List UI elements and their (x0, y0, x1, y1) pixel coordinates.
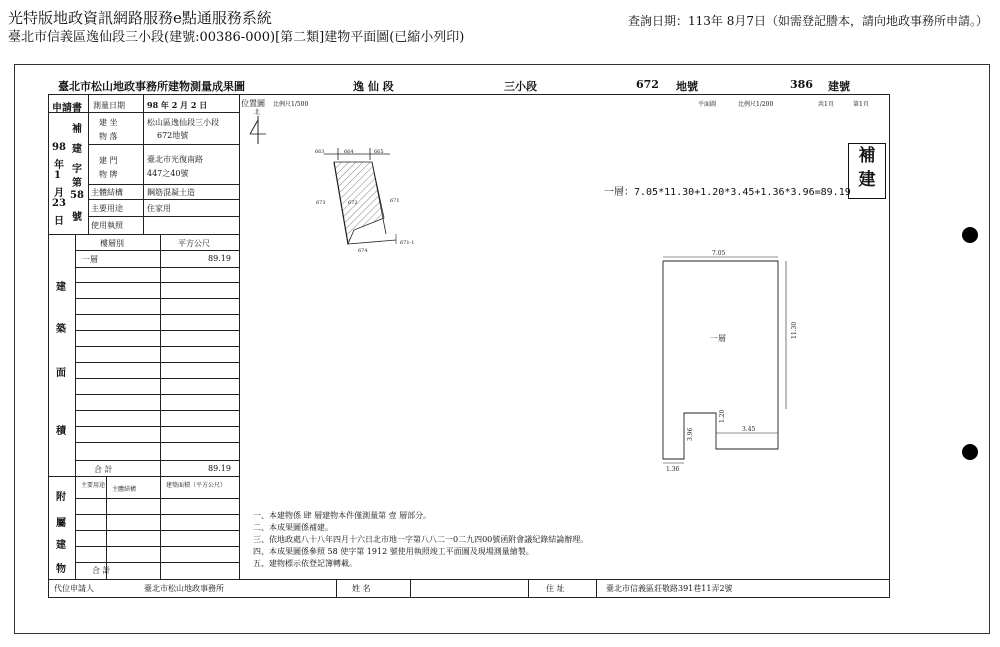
permit-char-4: 第 (72, 178, 82, 189)
dim-mid: 3.45 (742, 426, 756, 433)
total-label: 合 計 (94, 465, 113, 474)
attach-total-label: 合 計 (92, 566, 111, 575)
svg-text:北: 北 (254, 109, 261, 116)
stamp-char-1: 補 (858, 146, 876, 166)
dim-right: 11.30 (791, 321, 798, 339)
note-3: 三、依地政處八十八年四月十六日北市地一字第八八二一0二九四00號函附會議紀錄結論辦理。 (253, 535, 589, 544)
location-label: 位置圖 (241, 99, 265, 108)
side-label-1: 建 (56, 282, 66, 293)
lot-label-665: 665 (374, 149, 384, 155)
use-label: 主要用途 (91, 204, 123, 213)
floor-1-label: 一層 (82, 255, 98, 264)
document-subtitle: 臺北市信義區逸仙段三小段(建號:00386-000)[第二類]建物平面圖(已縮小列印) (8, 30, 465, 45)
sheet-total: 共1頁 (818, 101, 834, 108)
attach-side-3: 建 (56, 540, 66, 551)
dim-top: 7.05 (712, 250, 726, 257)
punch-hole (962, 227, 978, 243)
note-2: 二、本成果圖係補建。 (253, 523, 333, 532)
permit-char-1: 補 (72, 124, 82, 135)
plan-floor-label: 一層 (710, 334, 726, 343)
lot-label-674: 674 (358, 248, 368, 254)
permit-char-2: 建 (72, 144, 82, 155)
dim-left: 3.96 (687, 427, 694, 441)
floor-1-area: 89.19 (208, 254, 231, 263)
plan-scale: 比例尺1/200 (738, 101, 774, 108)
year-char: 年 (54, 160, 64, 171)
side-label-2: 築 (56, 324, 66, 335)
agent-label: 代位申請人 (54, 584, 94, 593)
note-5: 五、建物標示依登記簿轉載。 (253, 559, 357, 568)
lot-label-664: 664 (344, 149, 354, 155)
survey-sheet (48, 74, 890, 598)
area-formula: 一層：7.05*11.30+1.20*3.45+1.36*3.96=89.19 (604, 187, 851, 198)
lot-number: 672 (636, 78, 659, 91)
query-date: 查詢日期：113年 8月7日（如需登記謄本，請向地政事務所申請。） (628, 14, 988, 28)
floor-column-header: 樓層別 (100, 239, 124, 248)
structure-value: 鋼筋混凝土造 (147, 188, 195, 197)
attach-side-4: 物 (56, 564, 66, 575)
address-label: 住 址 (546, 584, 565, 593)
lot-label: 地號 (676, 80, 698, 93)
agent-value: 臺北市松山地政事務所 (144, 584, 224, 593)
use-value: 住家用 (147, 204, 171, 213)
attach-col-structure: 主體結構 (112, 486, 137, 493)
subsection-name: 三小段 (504, 80, 537, 93)
survey-date: 98 年 2 月 2 日 (147, 100, 208, 110)
address-value: 臺北市信義區莊敬路391巷11弄2號 (606, 584, 733, 593)
dim-bottom: 1.36 (666, 466, 680, 473)
lot-label-672: 672 (348, 200, 358, 206)
attach-side-1: 附 (56, 492, 66, 503)
punch-hole (962, 444, 978, 460)
site-label-2: 物 落 (99, 132, 118, 141)
license-label: 使用執照 (91, 221, 123, 230)
location-map (310, 144, 430, 264)
side-label-3: 面 (56, 368, 66, 379)
attach-side-2: 屬 (56, 518, 66, 529)
total-value: 89.19 (208, 464, 231, 473)
month-value: 1 (54, 170, 61, 181)
floor-plan (648, 249, 828, 479)
supplement-stamp (848, 143, 886, 199)
application-label: 申請書 (52, 103, 82, 114)
doc-title: 臺北市松山地政事務所建物測量成果圖 (58, 80, 245, 93)
dim-step: 1.20 (719, 409, 726, 423)
site-label: 建 坐 (99, 118, 118, 127)
site-value-2: 672地號 (157, 131, 189, 140)
stamp-char-2: 建 (858, 170, 876, 190)
attach-col-area: 建築面積（平方公尺） (166, 482, 227, 489)
building-label: 建號 (828, 80, 850, 93)
month-char: 月 (54, 188, 64, 199)
system-title: 光特版地政資訊網路服務e點通服務系統 (8, 9, 272, 27)
area-column-header: 平方公尺 (178, 239, 210, 248)
site-value: 松山區逸仙段三小段 (147, 118, 219, 127)
permit-char-3: 字 (72, 164, 82, 175)
door-value-2: 447之40號 (147, 169, 189, 178)
lot-label-673: 673 (316, 200, 326, 206)
side-label-4: 積 (56, 426, 66, 437)
sheet-number: 第1頁 (853, 101, 869, 108)
lot-label-671: 671 (390, 198, 400, 204)
permit-char-6: 號 (72, 212, 82, 223)
building-number: 386 (790, 78, 813, 91)
location-scale: 比例尺1/500 (273, 101, 309, 108)
lot-label-671-1: 671-1 (400, 240, 415, 246)
permit-number: 58 (70, 190, 84, 201)
day-char: 日 (54, 216, 64, 227)
floor-plan-label: 平面圖 (698, 101, 717, 108)
structure-label: 主體結構 (91, 188, 123, 197)
section-name: 逸 仙 段 (353, 80, 394, 93)
attach-col-use: 主要用途 (81, 482, 106, 489)
note-4: 四、本成果圖係參照 58 使字第 1912 號使用執照竣工平面圖及現場測量繪製。 (253, 547, 534, 556)
door-value: 臺北市光復南路 (147, 155, 203, 164)
note-1: 一、本建物係 肆 層建物本件僅測量第 壹 層部分。 (253, 511, 432, 520)
door-label: 建 門 (99, 156, 118, 165)
north-arrow-icon (248, 106, 278, 146)
name-label: 姓 名 (352, 584, 371, 593)
day-value: 23 (52, 198, 66, 209)
door-label-2: 物 牌 (99, 170, 118, 179)
lot-label-663: 663 (315, 149, 325, 155)
year-value: 98 (52, 142, 66, 153)
survey-date-label: 測量日期 (93, 101, 125, 110)
